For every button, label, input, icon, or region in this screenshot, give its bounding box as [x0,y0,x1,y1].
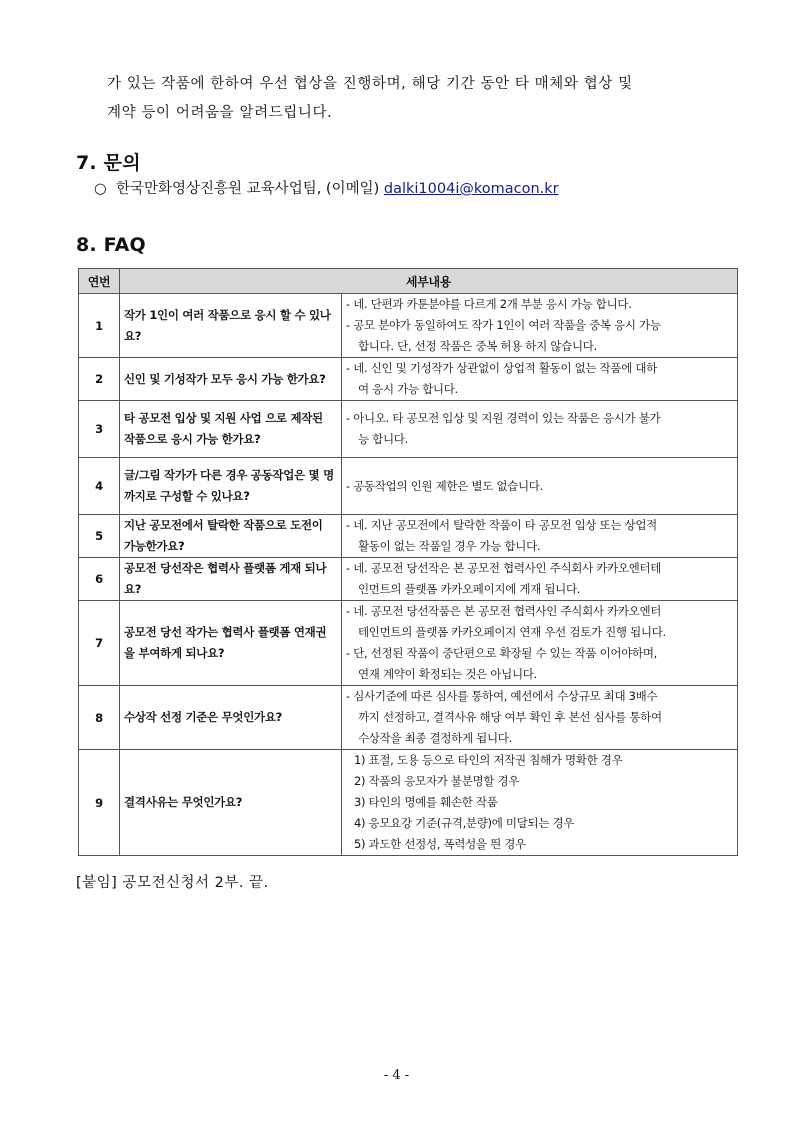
answer-line: - 네. 신인 및 기성작가 상관없이 상업적 활동이 없는 작품에 대하 [346,361,657,375]
row-number: 7 [79,601,120,686]
bullet-icon: ○ [94,181,107,197]
contact-line [94,178,559,200]
answer-line: - 네. 단편과 카툰분야를 다르게 2개 부분 응시 가능 합니다. [346,297,632,311]
faq-question: 공모전 당선작은 협력사 플랫폼 게재 되나요? [120,558,342,601]
row-number: 8 [79,686,120,750]
faq-answer [342,601,738,686]
attachment-note: [붙임] 공모전신청서 2부. 끝. [76,875,269,891]
answer-line: 4) 응모요강 기준(규격,분량)에 미달되는 경우 [354,816,575,830]
answer-line: - 단, 선정된 작품이 중단편으로 확장될 수 있는 작품 이어야하며, [346,646,657,660]
intro-line-2: 계약 등이 어려움을 알려드립니다. [107,105,333,121]
row-number: 3 [79,401,120,458]
header-content: 세부내용 [120,269,738,294]
table-row [79,294,738,358]
faq-question: 지난 공모전에서 탈락한 작품으로 도전이 가능한가요? [120,515,342,558]
answer-line: 테인먼트의 플랫폼 카카오페이지 연재 우선 검토가 진행 됩니다. [358,625,666,639]
answer-line: 까지 선정하고, 결격사유 해당 여부 확인 후 본선 심사를 통하여 [358,710,662,724]
table-row [79,515,738,558]
faq-table [78,268,738,856]
row-number: 4 [79,458,120,515]
answer-line: 활동이 없는 작품일 경우 가능 합니다. [358,539,541,553]
table-row [79,358,738,401]
table-row [79,750,738,856]
answer-line: 능 합니다. [358,432,408,446]
faq-answer [342,458,738,515]
table-row [79,401,738,458]
faq-answer [342,294,738,358]
page-number: - 4 - [383,1068,410,1083]
faq-answer [342,558,738,601]
intro-paragraph [107,70,719,128]
faq-answer [342,750,738,856]
row-number: 6 [79,558,120,601]
answer-line: - 네. 지난 공모전에서 탈락한 작품이 타 공모전 입상 또는 상업적 [346,518,657,532]
answer-line: - 네. 공모전 당선작품은 본 공모전 협력사인 주식회사 카카오엔터 [346,604,662,618]
row-number: 1 [79,294,120,358]
header-no: 연번 [79,269,120,294]
faq-body [79,294,738,856]
answer-line: 연재 계약이 확정되는 것은 아닙니다. [358,667,537,681]
answer-line: 수상작을 최종 결정하게 됩니다. [358,731,512,745]
intro-line-1: 가 있는 작품에 한하여 우선 협상을 진행하며, 해당 기간 동안 타 매체와 협상 및 [107,76,633,92]
row-number: 2 [79,358,120,401]
answer-line: 여 응시 가능 합니다. [358,382,458,396]
answer-line: - 아니오. 타 공모전 입상 및 지원 경력이 있는 작품은 응시가 불가 [346,411,661,425]
faq-question: 타 공모전 입상 및 지원 사업 으로 제작된 작품으로 응시 가능 한가요? [120,401,342,458]
answer-line: - 심사기준에 따른 심사를 통하여, 예선에서 수상규모 최대 3배수 [346,689,658,703]
section-7-title: 7. 문의 [76,152,141,174]
contact-text: 한국만화영상진흥원 교육사업팀, (이메일) [116,181,384,197]
row-number: 9 [79,750,120,856]
answer-line: - 네. 공모전 당선작은 본 공모전 협력사인 주식회사 카카오엔터테 [346,561,662,575]
faq-question: 신인 및 기성작가 모두 응시 가능 한가요? [120,358,342,401]
answer-line: - 공모 분야가 동일하여도 작가 1인이 여러 작품을 중복 응시 가능 [346,318,661,332]
table-row [79,601,738,686]
faq-answer [342,358,738,401]
table-row [79,686,738,750]
answer-line: 합니다. 단, 선정 작품은 중복 허용 하지 않습니다. [358,339,597,353]
faq-question: 결격사유는 무엇인가요? [120,750,342,856]
faq-header-row [79,269,738,294]
faq-question: 수상작 선정 기준은 무엇인가요? [120,686,342,750]
table-row [79,458,738,515]
faq-answer [342,515,738,558]
email-link[interactable]: dalki1004i@komacon.kr [383,181,559,197]
faq-answer [342,686,738,750]
section-8-title: 8. FAQ [76,234,146,256]
answer-line: 2) 작품의 응모자가 불분명할 경우 [354,774,520,788]
faq-question: 글/그림 작가가 다른 경우 공동작업은 몇 명까지로 구성할 수 있나요? [120,458,342,515]
answer-line: 5) 과도한 선정성, 폭력성을 띈 경우 [354,837,526,851]
row-number: 5 [79,515,120,558]
answer-line: 1) 표절, 도용 등으로 타인의 저작권 침해가 명확한 경우 [354,753,623,767]
answer-line: 인먼트의 플랫폼 카카오페이지에 게재 됩니다. [358,582,581,596]
faq-question: 공모전 당선 작가는 협력사 플랫폼 연재권을 부여하게 되나요? [120,601,342,686]
faq-answer [342,401,738,458]
table-row [79,558,738,601]
answer-line: - 공동작업의 인원 제한은 별도 없습니다. [346,478,543,493]
answer-line: 3) 타인의 명예를 훼손한 작품 [354,795,498,809]
faq-question: 작가 1인이 여러 작품으로 응시 할 수 있나요? [120,294,342,358]
